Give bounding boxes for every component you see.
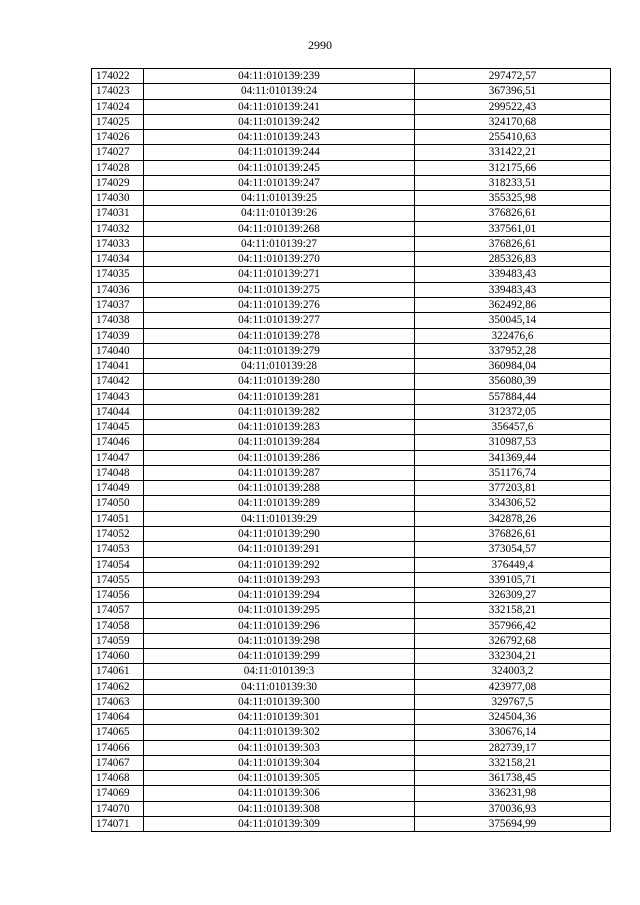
row-number-cell: 174054 [92, 557, 144, 572]
row-number-cell: 174064 [92, 710, 144, 725]
row-number-cell: 174041 [92, 359, 144, 374]
table-row [92, 267, 611, 282]
row-number-cell: 174050 [92, 496, 144, 511]
cadastral-number-cell: 04:11:010139:277 [144, 313, 415, 328]
cadastral-value-cell: 337561,01 [415, 221, 611, 236]
cadastral-number-cell: 04:11:010139:26 [144, 206, 415, 221]
cadastral-number-cell: 04:11:010139:3 [144, 664, 415, 679]
cadastral-number-cell: 04:11:010139:299 [144, 649, 415, 664]
table-row [92, 313, 611, 328]
row-number-cell: 174043 [92, 389, 144, 404]
table-row [92, 755, 611, 770]
cadastral-number-cell: 04:11:010139:242 [144, 114, 415, 129]
table-row [92, 69, 611, 84]
cadastral-value-cell: 357966,42 [415, 618, 611, 633]
cadastral-value-cell: 332304,21 [415, 649, 611, 664]
row-number-cell: 174023 [92, 84, 144, 99]
cadastral-number-cell: 04:11:010139:244 [144, 145, 415, 160]
table-row [92, 481, 611, 496]
table-row [92, 130, 611, 145]
cadastral-number-cell: 04:11:010139:305 [144, 771, 415, 786]
cadastral-value-cell: 350045,14 [415, 313, 611, 328]
cadastral-value-cell: 376449,4 [415, 557, 611, 572]
cadastral-value-cell: 324170,68 [415, 114, 611, 129]
table-row [92, 572, 611, 587]
cadastral-value-cell: 318233,51 [415, 175, 611, 190]
row-number-cell: 174046 [92, 435, 144, 450]
table-row [92, 801, 611, 816]
table-row [92, 252, 611, 267]
cadastral-number-cell: 04:11:010139:247 [144, 175, 415, 190]
cadastral-value-cell: 332158,21 [415, 755, 611, 770]
cadastral-value-cell: 356080,39 [415, 374, 611, 389]
cadastral-value-table [91, 68, 611, 832]
table-row [92, 404, 611, 419]
cadastral-value-cell: 299522,43 [415, 99, 611, 114]
cadastral-number-cell: 04:11:010139:300 [144, 694, 415, 709]
cadastral-number-cell: 04:11:010139:241 [144, 99, 415, 114]
cadastral-number-cell: 04:11:010139:24 [144, 84, 415, 99]
table-row [92, 282, 611, 297]
row-number-cell: 174042 [92, 374, 144, 389]
cadastral-number-cell: 04:11:010139:284 [144, 435, 415, 450]
table-row [92, 618, 611, 633]
cadastral-value-cell: 312175,66 [415, 160, 611, 175]
row-number-cell: 174044 [92, 404, 144, 419]
cadastral-number-cell: 04:11:010139:287 [144, 465, 415, 480]
cadastral-value-cell: 334306,52 [415, 496, 611, 511]
cadastral-number-cell: 04:11:010139:29 [144, 511, 415, 526]
cadastral-number-cell: 04:11:010139:292 [144, 557, 415, 572]
table-row [92, 542, 611, 557]
row-number-cell: 174022 [92, 69, 144, 84]
table-row [92, 160, 611, 175]
table-row [92, 465, 611, 480]
row-number-cell: 174037 [92, 297, 144, 312]
cadastral-number-cell: 04:11:010139:279 [144, 343, 415, 358]
page-number: 2990 [308, 38, 332, 52]
cadastral-number-cell: 04:11:010139:278 [144, 328, 415, 343]
row-number-cell: 174062 [92, 679, 144, 694]
cadastral-value-cell: 312372,05 [415, 404, 611, 419]
cadastral-number-cell: 04:11:010139:25 [144, 191, 415, 206]
row-number-cell: 174067 [92, 755, 144, 770]
table-row [92, 191, 611, 206]
cadastral-value-cell: 423977,08 [415, 679, 611, 694]
table-row [92, 374, 611, 389]
cadastral-value-cell: 375694,99 [415, 817, 611, 832]
row-number-cell: 174045 [92, 420, 144, 435]
table-row [92, 99, 611, 114]
cadastral-number-cell: 04:11:010139:268 [144, 221, 415, 236]
cadastral-number-cell: 04:11:010139:308 [144, 801, 415, 816]
row-number-cell: 174063 [92, 694, 144, 709]
cadastral-number-cell: 04:11:010139:291 [144, 542, 415, 557]
cadastral-number-cell: 04:11:010139:282 [144, 404, 415, 419]
row-number-cell: 174025 [92, 114, 144, 129]
cadastral-value-cell: 355325,98 [415, 191, 611, 206]
cadastral-number-cell: 04:11:010139:301 [144, 710, 415, 725]
table-row [92, 633, 611, 648]
table-row [92, 679, 611, 694]
cadastral-value-cell: 336231,98 [415, 786, 611, 801]
cadastral-value-cell: 339105,71 [415, 572, 611, 587]
cadastral-value-cell: 339483,43 [415, 267, 611, 282]
cadastral-value-cell: 310987,53 [415, 435, 611, 450]
cadastral-number-cell: 04:11:010139:302 [144, 725, 415, 740]
row-number-cell: 174024 [92, 99, 144, 114]
table-row [92, 435, 611, 450]
cadastral-number-cell: 04:11:010139:309 [144, 817, 415, 832]
row-number-cell: 174052 [92, 526, 144, 541]
row-number-cell: 174033 [92, 236, 144, 251]
cadastral-number-cell: 04:11:010139:303 [144, 740, 415, 755]
row-number-cell: 174029 [92, 175, 144, 190]
row-number-cell: 174059 [92, 633, 144, 648]
row-number-cell: 174038 [92, 313, 144, 328]
cadastral-value-cell: 356457,6 [415, 420, 611, 435]
table-row [92, 84, 611, 99]
cadastral-number-cell: 04:11:010139:281 [144, 389, 415, 404]
row-number-cell: 174057 [92, 603, 144, 618]
row-number-cell: 174060 [92, 649, 144, 664]
table-row [92, 359, 611, 374]
row-number-cell: 174028 [92, 160, 144, 175]
row-number-cell: 174026 [92, 130, 144, 145]
row-number-cell: 174039 [92, 328, 144, 343]
row-number-cell: 174066 [92, 740, 144, 755]
cadastral-value-cell: 376826,61 [415, 206, 611, 221]
row-number-cell: 174061 [92, 664, 144, 679]
cadastral-value-cell: 361738,45 [415, 771, 611, 786]
row-number-cell: 174053 [92, 542, 144, 557]
cadastral-number-cell: 04:11:010139:243 [144, 130, 415, 145]
cadastral-number-cell: 04:11:010139:270 [144, 252, 415, 267]
cadastral-number-cell: 04:11:010139:306 [144, 786, 415, 801]
cadastral-number-cell: 04:11:010139:296 [144, 618, 415, 633]
table-row [92, 664, 611, 679]
row-number-cell: 174030 [92, 191, 144, 206]
cadastral-number-cell: 04:11:010139:275 [144, 282, 415, 297]
row-number-cell: 174069 [92, 786, 144, 801]
row-number-cell: 174034 [92, 252, 144, 267]
table-row [92, 817, 611, 832]
cadastral-value-cell: 329767,5 [415, 694, 611, 709]
row-number-cell: 174051 [92, 511, 144, 526]
table-row [92, 420, 611, 435]
table-row [92, 771, 611, 786]
table-row [92, 175, 611, 190]
row-number-cell: 174056 [92, 588, 144, 603]
cadastral-number-cell: 04:11:010139:27 [144, 236, 415, 251]
table-row [92, 710, 611, 725]
table-row [92, 603, 611, 618]
cadastral-number-cell: 04:11:010139:286 [144, 450, 415, 465]
cadastral-value-cell: 341369,44 [415, 450, 611, 465]
cadastral-value-cell: 326309,27 [415, 588, 611, 603]
table-row [92, 206, 611, 221]
cadastral-value-cell: 282739,17 [415, 740, 611, 755]
table-row [92, 786, 611, 801]
row-number-cell: 174065 [92, 725, 144, 740]
row-number-cell: 174031 [92, 206, 144, 221]
cadastral-value-cell: 367396,51 [415, 84, 611, 99]
row-number-cell: 174036 [92, 282, 144, 297]
table-row [92, 511, 611, 526]
cadastral-number-cell: 04:11:010139:276 [144, 297, 415, 312]
cadastral-number-cell: 04:11:010139:271 [144, 267, 415, 282]
table-row [92, 526, 611, 541]
cadastral-value-cell: 331422,21 [415, 145, 611, 160]
table-row [92, 725, 611, 740]
row-number-cell: 174058 [92, 618, 144, 633]
row-number-cell: 174027 [92, 145, 144, 160]
cadastral-number-cell: 04:11:010139:304 [144, 755, 415, 770]
cadastral-number-cell: 04:11:010139:293 [144, 572, 415, 587]
table-row [92, 389, 611, 404]
cadastral-value-cell: 376826,61 [415, 526, 611, 541]
cadastral-value-cell: 337952,28 [415, 343, 611, 358]
table-row [92, 450, 611, 465]
table-row [92, 557, 611, 572]
cadastral-number-cell: 04:11:010139:239 [144, 69, 415, 84]
table-row [92, 649, 611, 664]
cadastral-value-cell: 339483,43 [415, 282, 611, 297]
row-number-cell: 174048 [92, 465, 144, 480]
cadastral-number-cell: 04:11:010139:283 [144, 420, 415, 435]
cadastral-number-cell: 04:11:010139:280 [144, 374, 415, 389]
cadastral-value-cell: 370036,93 [415, 801, 611, 816]
cadastral-value-cell: 360984,04 [415, 359, 611, 374]
cadastral-number-cell: 04:11:010139:288 [144, 481, 415, 496]
cadastral-number-cell: 04:11:010139:298 [144, 633, 415, 648]
cadastral-value-cell: 362492,86 [415, 297, 611, 312]
cadastral-value-cell: 330676,14 [415, 725, 611, 740]
cadastral-value-cell: 322476,6 [415, 328, 611, 343]
row-number-cell: 174040 [92, 343, 144, 358]
cadastral-value-cell: 326792,68 [415, 633, 611, 648]
cadastral-value-cell: 351176,74 [415, 465, 611, 480]
table-row [92, 740, 611, 755]
cadastral-value-cell: 373054,57 [415, 542, 611, 557]
cadastral-value-cell: 557884,44 [415, 389, 611, 404]
cadastral-number-cell: 04:11:010139:294 [144, 588, 415, 603]
cadastral-number-cell: 04:11:010139:30 [144, 679, 415, 694]
table-row [92, 297, 611, 312]
cadastral-number-cell: 04:11:010139:245 [144, 160, 415, 175]
table-row [92, 221, 611, 236]
cadastral-value-cell: 285326,83 [415, 252, 611, 267]
row-number-cell: 174068 [92, 771, 144, 786]
row-number-cell: 174070 [92, 801, 144, 816]
table-row [92, 496, 611, 511]
cadastral-number-cell: 04:11:010139:290 [144, 526, 415, 541]
cadastral-value-cell: 324504,36 [415, 710, 611, 725]
row-number-cell: 174055 [92, 572, 144, 587]
cadastral-value-cell: 377203,81 [415, 481, 611, 496]
cadastral-value-cell: 342878,26 [415, 511, 611, 526]
table-row [92, 694, 611, 709]
row-number-cell: 174047 [92, 450, 144, 465]
cadastral-number-cell: 04:11:010139:28 [144, 359, 415, 374]
table-row [92, 145, 611, 160]
table-row [92, 114, 611, 129]
table-row [92, 588, 611, 603]
cadastral-value-cell: 332158,21 [415, 603, 611, 618]
cadastral-value-cell: 255410,63 [415, 130, 611, 145]
cadastral-value-cell: 324003,2 [415, 664, 611, 679]
table-row [92, 343, 611, 358]
cadastral-value-cell: 376826,61 [415, 236, 611, 251]
row-number-cell: 174049 [92, 481, 144, 496]
cadastral-number-cell: 04:11:010139:289 [144, 496, 415, 511]
cadastral-number-cell: 04:11:010139:295 [144, 603, 415, 618]
table-row [92, 328, 611, 343]
row-number-cell: 174035 [92, 267, 144, 282]
table-body [92, 69, 611, 832]
cadastral-value-cell: 297472,57 [415, 69, 611, 84]
table-row [92, 236, 611, 251]
row-number-cell: 174032 [92, 221, 144, 236]
row-number-cell: 174071 [92, 817, 144, 832]
